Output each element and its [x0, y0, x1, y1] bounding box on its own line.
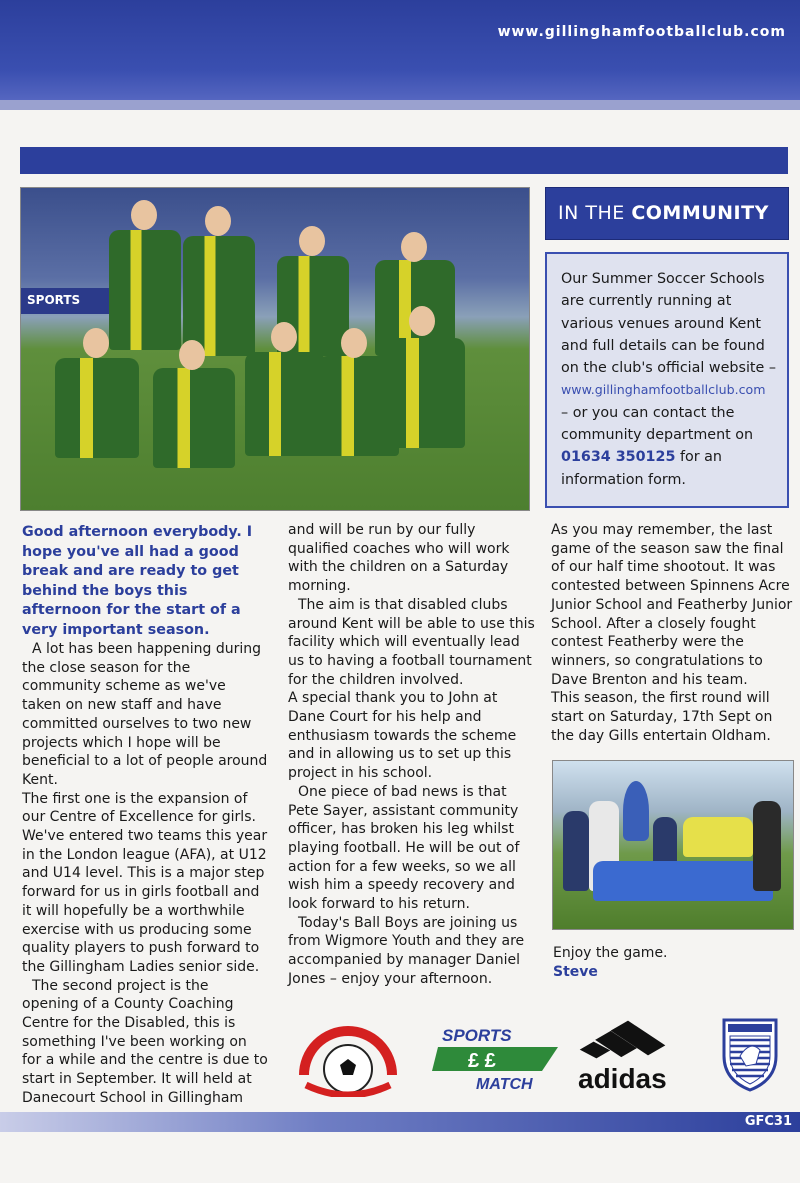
article-paragraph: The aim is that disabled clubs around Kent will be able to use this facility which will eventually lead us to having a football tournament for the children involved. — [288, 596, 535, 688]
article-paragraph: A special thank you to John at Dane Court for his help and enthusiasm towards the scheme and in allowing us to set up this project in his school. — [288, 690, 517, 782]
community-text: for an information form. — [561, 449, 722, 488]
sports-match-logo — [432, 1025, 564, 1093]
phone-number: 01634 350125 — [561, 449, 676, 466]
article-intro: Good afternoon everybody. I hope you've all had a good break and are ready to get behind the boys this afternoon for the start of a very important season. — [22, 524, 253, 638]
player-figure — [183, 236, 255, 356]
sports-match-top-text: SPORTS — [442, 1026, 512, 1045]
article-paragraph: As you may remember, the last game of the season saw the final of our half time shootout. It was contested between Spinnens Acre Junior School and Featherby Junior School. After a closely fought contest Featherby were the winners, so congratulations to Dave Brenton and his team. — [551, 522, 793, 688]
player-figure — [381, 338, 465, 448]
community-title: IN THE COMMUNITY — [558, 202, 769, 224]
article-paragraph: Today's Ball Boys are joining us from Wigmore Youth and they are accompanied by manager Daniel Jones – enjoy your afternoon. — [288, 914, 525, 987]
article-paragraph: The first one is the expansion of our Centre of Excellence for girls. We've entered two teams this year in the London league (AFA), at U12 and U14 level. This is a major step forward for us in girls football and it will hopefully be a worthwhile exercise with us producing some quality players to push forward to the Gillingham Ladies senior side. — [22, 790, 268, 975]
player-head — [205, 206, 231, 236]
website-link[interactable]: www.gillinghamfootballclub.com — [561, 382, 766, 398]
ball-boys-photo — [20, 187, 530, 511]
player-head — [179, 340, 205, 370]
article-column-3 — [551, 521, 795, 745]
stadium-banner: SPORTS — [21, 288, 111, 314]
article-paragraph: One piece of bad news is that Pete Sayer, assistant community officer, has broken his leg whilst playing football. He will be out of action for a few weeks, so we all wish him a speedy recovery and look forward to his return. — [288, 783, 520, 913]
player-head — [83, 328, 109, 358]
closing-line: Enjoy the game. — [553, 945, 668, 961]
article-column-2 — [288, 521, 536, 989]
adult-figure — [753, 801, 781, 891]
adult-figure — [563, 811, 589, 891]
header-band — [0, 0, 800, 100]
player-figure — [153, 368, 235, 468]
signature: Steve — [553, 963, 598, 980]
player-figure — [245, 352, 325, 456]
club-website-url: www.gillinghamfootballclub.com — [497, 24, 786, 40]
player-head — [341, 328, 367, 358]
sports-match-bottom-text: MATCH — [476, 1076, 533, 1093]
article-closing — [553, 944, 793, 981]
svg-text:£ £: £ £ — [468, 1050, 496, 1072]
player-head — [299, 226, 325, 256]
player-head — [271, 322, 297, 352]
mascot-figure — [623, 781, 649, 841]
article-paragraph: and will be run by our fully qualified coaches who will work with the children on a Saturday morning. — [288, 522, 510, 595]
community-text: – or you can contact the community department on — [561, 404, 754, 444]
article-paragraph: This season, the first round will start on Saturday, 17th Sept on the day Gills entertain Oldham. — [551, 690, 773, 744]
header-stripe — [0, 100, 800, 110]
community-text: Our Summer Soccer Schools are currently running at various venues around Kent and full details can be found on the club's official website – — [561, 271, 777, 377]
team-row — [593, 861, 773, 901]
player-head — [401, 232, 427, 262]
footer-band — [0, 1112, 800, 1132]
player-head — [409, 306, 435, 336]
article-column-1 — [22, 523, 268, 1108]
section-bar — [20, 147, 788, 174]
adidas-wordmark: adidas — [578, 1063, 667, 1092]
community-info-box — [545, 252, 789, 508]
player-figure — [109, 230, 181, 350]
community-section-header — [545, 187, 789, 240]
football-in-the-community-logo — [298, 1023, 398, 1097]
article-paragraph: The second project is the opening of a County Coaching Centre for the Disabled, this is something I've been working on for a while and the centre is due to start in September. It will held at Danecourt School in Gillingham — [22, 977, 268, 1106]
article-paragraph: A lot has been happening during the close season for the community scheme as we've taken on new staff and have committed ourselves to two new projects which I hope will be beneficial to a lot of people around Kent. — [22, 641, 268, 788]
team-row — [683, 817, 753, 857]
player-figure — [55, 358, 139, 458]
player-head — [131, 200, 157, 230]
gillingham-crest — [716, 1010, 784, 1094]
shootout-team-photo — [552, 760, 794, 930]
page-number: GFC31 — [744, 1114, 792, 1129]
adidas-logo — [574, 1012, 692, 1092]
